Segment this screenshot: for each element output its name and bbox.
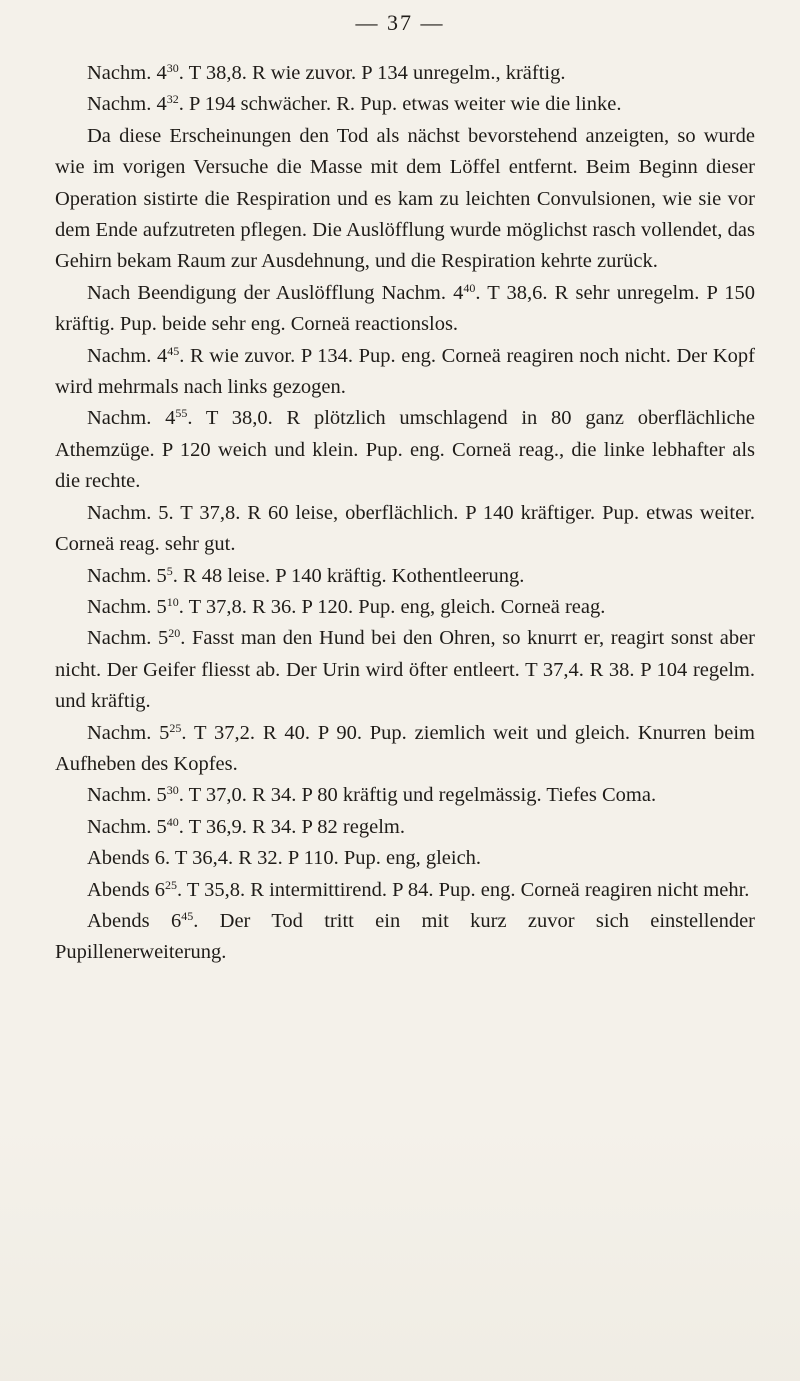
paragraph-text: . T 37,2. R 40. P 90. Pup. ziemlich weit und gleich. Knurren beim Aufheben des Kopfes.	[55, 721, 755, 775]
paragraph	[55, 278, 755, 341]
time-superscript: 25	[169, 720, 182, 735]
paragraph-text: . T 38,6. R sehr unregelm. P 150 kräftig. Pup. beide sehr eng. Corneä reactionslos.	[55, 281, 755, 336]
body-text	[55, 58, 755, 969]
paragraph	[55, 875, 755, 906]
paragraph-text: Nachm. 5	[87, 595, 167, 618]
paragraph-text: . P 194 schwächer. R. Pup. etwas weiter wie die linke.	[178, 93, 622, 116]
time-superscript: 30	[166, 61, 179, 75]
paragraph-text: Nachm. 4	[87, 93, 167, 116]
time-superscript: 45	[181, 908, 194, 923]
time-superscript: 40	[166, 814, 179, 829]
paragraph-text: . T 37,0. R 34. P 80 kräftig und regelmässig. Tiefes Coma.	[178, 784, 657, 807]
paragraph-text: Nachm. 5	[87, 721, 170, 744]
paragraph	[55, 121, 755, 278]
paragraph-text: . Der Tod tritt ein mit kurz zuvor sich einstellender Pupillenerweiterung.	[55, 909, 755, 964]
time-superscript: 20	[168, 626, 181, 641]
paragraph-text: Nachm. 5. T 37,8. R 60 leise, oberflächlich. P 140 kräftiger. Pup. etwas weiter. Corneä reag. sehr gut.	[55, 501, 755, 556]
paragraph-text: Nachm. 5	[87, 564, 167, 587]
paragraph	[55, 906, 755, 969]
time-superscript: 10	[166, 594, 179, 609]
paragraph	[55, 498, 755, 561]
paragraph-text: Abends 6	[87, 878, 166, 901]
paragraph-text: Da diese Erscheinungen den Tod als nächst bevorstehend anzeigten, so wurde wie im vorigen Versuche die Masse mit dem Löffel entfernt. Beim Beginn dieser Operation sistirte die Respiration und es kam zu leichten Convulsionen, wie sie vor dem Ende aufzutreten pflegen. Die Auslöfflung wurde möglichst rasch vollendet, das Gehirn bekam Raum zur Ausdehnung, und die Respiration kehrte zurück.	[55, 124, 755, 273]
paragraph-text: . T 36,9. R 34. P 82 regelm.	[178, 815, 405, 838]
paragraph-text: Nachm. 5	[87, 627, 169, 650]
paragraph-text: Nachm. 4	[87, 344, 168, 367]
page-shading	[0, 1120, 800, 1381]
paragraph-text: . R wie zuvor. P 134. Pup. eng. Corneä reagiren noch nicht. Der Kopf wird mehrmals nach links gezogen.	[55, 344, 755, 399]
paragraph-text: . Fasst man den Hund bei den Ohren, so knurrt er, reagirt sonst aber nicht. Der Geifer fliesst ab. Der Urin wird öfter entleert. T 37,4. R 38. P 104 regelm. und kräftig.	[55, 627, 755, 713]
paragraph	[55, 403, 755, 497]
paragraph	[55, 58, 755, 89]
paragraph-text: Nachm. 5	[87, 815, 167, 838]
paragraph	[55, 843, 755, 874]
paragraph-text: . T 37,8. R 36. P 120. Pup. eng, gleich. Corneä reag.	[178, 595, 606, 618]
paragraph	[55, 89, 755, 120]
paragraph	[55, 341, 755, 404]
paragraph	[55, 561, 755, 592]
paragraph-text: Abends 6. T 36,4. R 32. P 110. Pup. eng, gleich.	[87, 847, 482, 870]
page-number: — 37 —	[355, 10, 445, 35]
time-superscript: 55	[175, 406, 188, 421]
time-superscript: 25	[165, 877, 178, 892]
paragraph-text: . T 38,0. R plötzlich umschlagend in 80 ganz oberflächliche Athemzüge. P 120 weich und klein. Pup. eng. Corneä reag., die linke lebhafter als die rechte.	[55, 407, 756, 493]
paragraph	[55, 780, 755, 811]
paragraph-text: . R 48 leise. P 140 kräftig. Kothentleerung.	[172, 564, 525, 587]
paragraph-text: . T 35,8. R intermittirend. P 84. Pup. eng. Corneä reagiren nicht mehr.	[177, 878, 750, 901]
paragraph	[55, 592, 755, 623]
paragraph-text: . T 38,8. R wie zuvor. P 134 unregelm., kräftig.	[178, 62, 566, 84]
paragraph-text: Nach Beendigung der Auslöfflung Nachm. 4	[87, 281, 464, 304]
time-superscript: 5	[166, 563, 173, 578]
time-superscript: 40	[463, 280, 476, 295]
paragraph-text: Nachm. 4	[87, 407, 176, 430]
paragraph	[55, 623, 755, 717]
paragraph	[55, 718, 755, 781]
time-superscript: 32	[166, 92, 179, 107]
paragraph	[55, 812, 755, 843]
time-superscript: 30	[166, 783, 179, 798]
time-superscript: 45	[167, 343, 180, 358]
paragraph-text: Nachm. 4	[87, 62, 167, 84]
paragraph-text: Abends 6	[87, 909, 182, 932]
paragraph-text: Nachm. 5	[87, 784, 167, 807]
